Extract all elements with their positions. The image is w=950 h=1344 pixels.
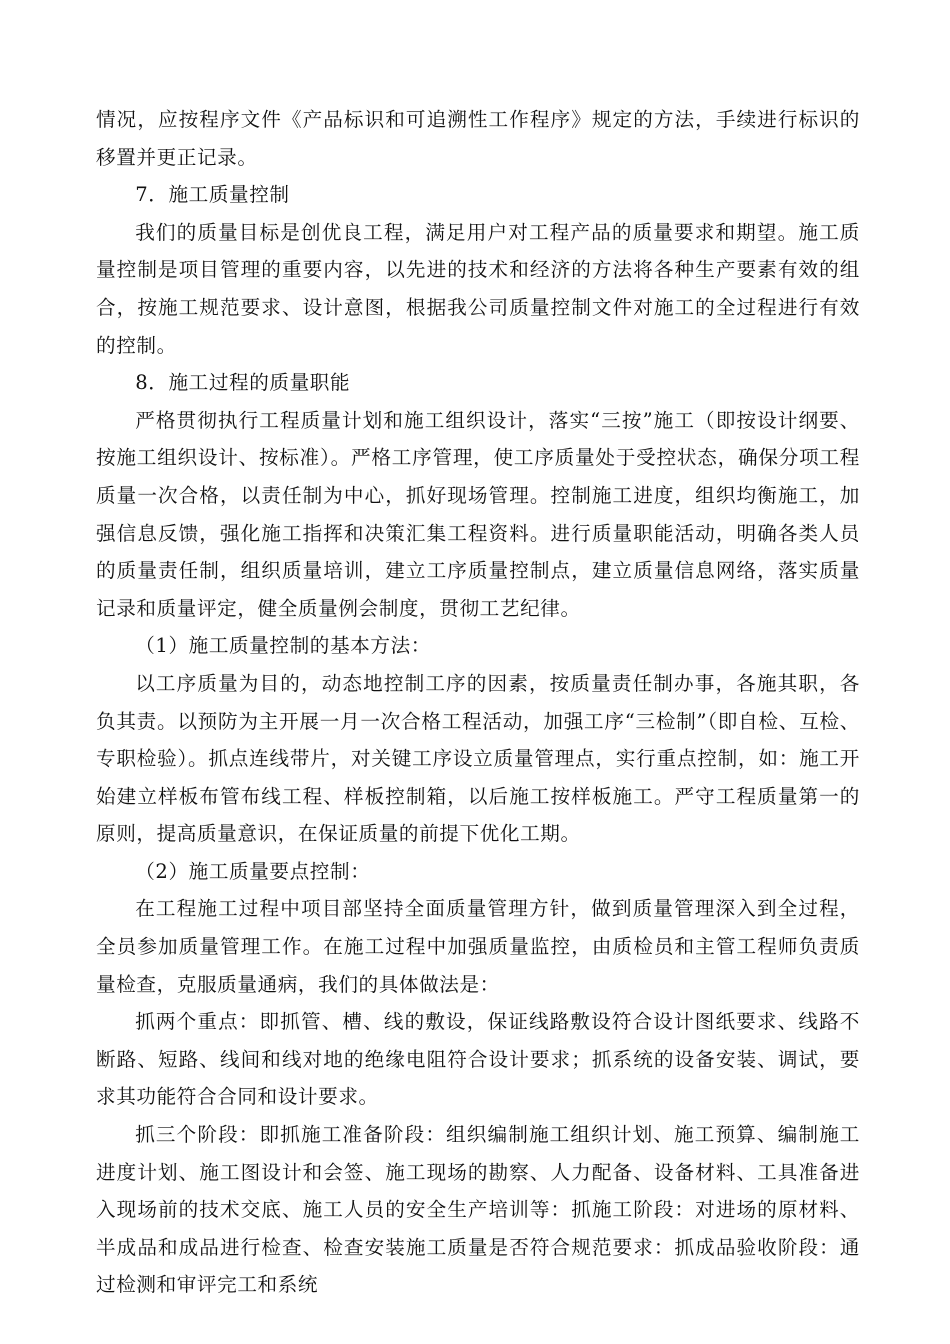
paragraph-continuation: 情况，应按程序文件《产品标识和可追溯性工作程序》规定的方法，手续进行标识的移置并更正记录。 (96, 108, 860, 169)
subheading-key-points: （2）施工质量要点控制： (135, 859, 371, 883)
subheading-basic-method: （1）施工质量控制的基本方法： (135, 634, 431, 658)
section-heading-7: 7．施工质量控制 (135, 183, 290, 207)
paragraph-quality-function: 严格贯彻执行工程质量计划和施工组织设计，落实“三按”施工（即按设计纲要、按施工组织设计、按标准）。严格工序管理，使工序质量处于受控状态，确保分项工程质量一次合格，以责任制为中心，抓好现场管理。控制施工进度，组织均衡施工，加强信息反馈，强化施工指挥和决策汇集工程资料。进行质量职能活动，明确各类人员的质量责任制，组织质量培训，建立工序质量控制点，建立质量信息网络，落实质量记录和质量评定，健全质量例会制度，贯彻工艺纪律。 (96, 408, 860, 620)
section-heading-8: 8．施工过程的质量职能 (135, 371, 351, 395)
paragraph-two-focuses: 抓两个重点：即抓管、槽、线的敷设，保证线路敷设符合设计图纸要求、线路不断路、短路、线间和线对地的绝缘电阻符合设计要求；抓系统的设备安装、调试，要求其功能符合合同和设计要求。 (96, 1010, 860, 1109)
paragraph-key-points: 在工程施工过程中项目部坚持全面质量管理方针，做到质量管理深入到全过程，全员参加质量管理工作。在施工过程中加强质量监控，由质检员和主管工程师负责质量检查，克服质量通病，我们的具体做法是： (96, 897, 860, 996)
paragraph-three-stages: 抓三个阶段：即抓施工准备阶段：组织编制施工组织计划、施工预算、编制施工进度计划、施工图设计和会签、施工现场的勘察、人力配备、设备材料、工具准备进入现场前的技术交底、施工人员的安全生产培训等：抓施工阶段：对进场的原材料、半成品和成品进行检查、检查安装施工质量是否符合规范要求：抓成品验收阶段：通过检测和审评完工和系统 (96, 1123, 860, 1297)
paragraph-basic-method: 以工序质量为目的，动态地控制工序的因素，按质量责任制办事，各施其职，各负其责。以预防为主开展一月一次合格工程活动，加强工序“三检制”（即自检、互检、专职检验）。抓点连线带片，对关键工序设立质量管理点，实行重点控制，如：施工开始建立样板布管布线工程、样板控制箱，以后施工按样板施工。严守工程质量第一的原则，提高质量意识，在保证质量的前提下优化工期。 (96, 671, 860, 846)
paragraph-quality-goal: 我们的质量目标是创优良工程，满足用户对工程产品的质量要求和期望。施工质量控制是项目管理的重要内容，以先进的技术和经济的方法将各种生产要素有效的组合，按施工规范要求、设计意图，根据我公司质量控制文件对施工的全过程进行有效的控制。 (96, 220, 860, 357)
